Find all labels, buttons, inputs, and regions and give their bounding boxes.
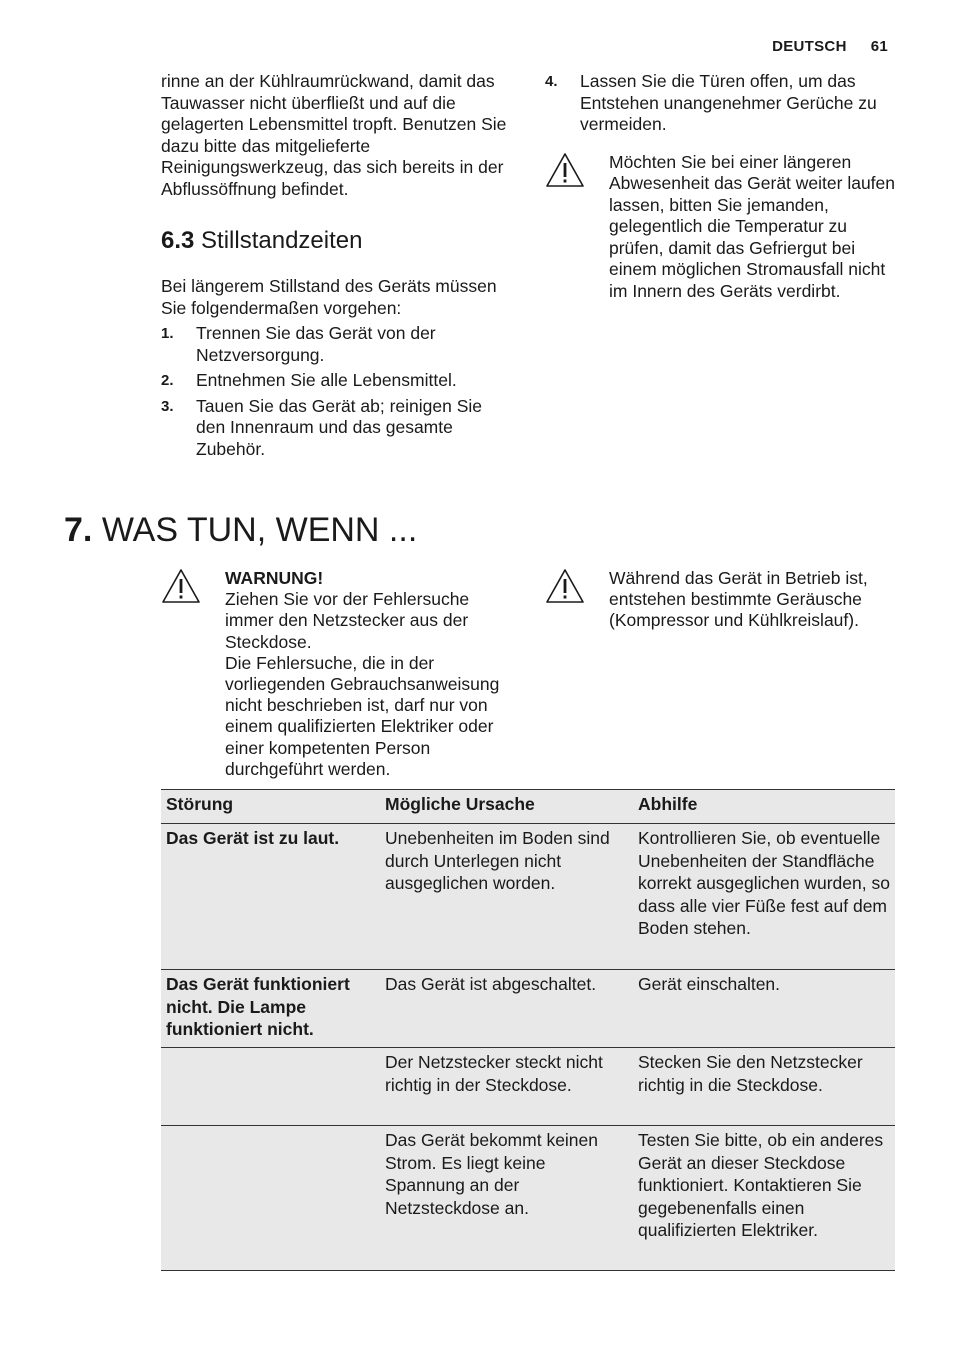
left-column: [161, 71, 513, 464]
table-row: [161, 1126, 895, 1271]
step-text: Lassen Sie die Türen offen, um das Entstehen unangenehmer Gerüche zu vermeiden.: [580, 71, 877, 134]
warning-line-1: Ziehen Sie vor der Fehlersuche immer den Netzstecker aus der Steckdose.: [225, 589, 470, 652]
table-row: [161, 1048, 895, 1126]
cause-cell: Das Gerät bekommt keinen Strom. Es liegt keine Spannung an der Netzsteckdose an.: [380, 1126, 633, 1271]
step-number: 2.: [161, 372, 174, 389]
chapter-heading: WAS TUN, WENN ...: [101, 511, 418, 549]
header-fault: Störung: [161, 790, 380, 824]
noise-note-text: Während das Gerät in Betrieb ist, entstehen bestimmte Geräusche (Kompressor und Kühlkreislauf).: [609, 568, 868, 631]
noise-note-block: [545, 568, 897, 632]
noise-note: [545, 568, 897, 632]
fault-cell: Das Gerät funktioniert nicht. Die Lampe funktioniert nicht.: [161, 970, 380, 1048]
fault-cell: [161, 1048, 380, 1126]
table-header-row: [161, 790, 895, 824]
list-item: [545, 71, 897, 136]
section-heading: [161, 226, 513, 256]
section-title: Stillstandzeiten: [201, 227, 363, 254]
warning-label: WARNUNG!: [225, 568, 324, 588]
step-text: Entnehmen Sie alle Lebensmittel.: [196, 370, 457, 390]
header-remedy: Abhilfe: [633, 790, 895, 824]
step-text: Trennen Sie das Gerät von der Netzversorgung.: [196, 323, 436, 365]
absence-note-text: Möchten Sie bei einer längeren Abwesenheit das Gerät weiter laufen lassen, bitten Sie jemanden, gelegentlich die Temperatur zu prüfen, damit das Gefriergut bei einem möglichen Stromausfall nicht im Innern des Geräts verdirbt.: [609, 151, 895, 301]
warning-triangle-icon: [545, 568, 585, 604]
step-number: 4.: [545, 73, 558, 90]
list-item: [161, 370, 513, 392]
remedy-cell: Gerät einschalten.: [633, 970, 895, 1048]
steps-list: [161, 323, 513, 460]
remedy-cell: Stecken Sie den Netzstecker richtig in die Steckdose.: [633, 1048, 895, 1126]
section-intro: Bei längerem Stillstand des Geräts müssen Sie folgendermaßen vorgehen:: [161, 276, 497, 318]
right-column: [545, 71, 897, 302]
section-number: 6.3: [161, 227, 195, 254]
fault-cell: Das Gerät ist zu laut.: [161, 824, 380, 970]
chapter-title: [64, 508, 417, 552]
steps-list-continued: [545, 71, 897, 136]
header-cause: Mögliche Ursache: [380, 790, 633, 824]
list-item: [161, 396, 513, 461]
cause-cell: Unebenheiten im Boden sind durch Unterlegen nicht ausgeglichen worden.: [380, 824, 633, 970]
page-number: 61: [870, 38, 888, 55]
chapter-number: 7.: [64, 511, 93, 549]
warning-triangle-icon: [545, 152, 585, 188]
step-number: 3.: [161, 397, 174, 415]
absence-note: [545, 152, 897, 303]
remedy-cell: Kontrollieren Sie, ob eventuelle Unebenheiten der Standfläche korrekt ausgeglichen wurden, so dass alle vier Füße fest auf dem Boden stehen.: [633, 824, 895, 970]
table-row: [161, 824, 895, 970]
page-header: [772, 38, 888, 55]
step-number: 1.: [161, 325, 174, 342]
fault-cell: [161, 1126, 380, 1271]
cause-cell: Das Gerät ist abgeschaltet.: [380, 970, 633, 1048]
intro-paragraph: rinne an der Kühlraumrückwand, damit das Tauwasser nicht überfließt und auf die gelagerten Lebensmittel tropft. Benutzen Sie dazu bitte das mitgelieferte Reinigungswerkzeug, das sich bereits in der Abflussöffnung befindet.: [161, 71, 507, 199]
warning-triangle-icon: [161, 568, 201, 604]
warning-line-2: Die Fehlersuche, die in der vorliegenden Gebrauchsanweisung nicht beschrieben ist, darf nur von einem qualifizierten Elektriker oder einer kompetenten Person durchgeführt werden.: [225, 652, 500, 779]
warning-box: [161, 568, 513, 780]
list-item: [161, 323, 513, 366]
cause-cell: Der Netzstecker steckt nicht richtig in der Steckdose.: [380, 1048, 633, 1126]
remedy-cell: Testen Sie bitte, ob ein anderes Gerät an dieser Steckdose funktioniert. Kontaktieren Sie gegebenenfalls einen qualifizierten Elektriker.: [633, 1126, 895, 1271]
warning-block: [161, 568, 513, 780]
troubleshooting-table: [161, 789, 895, 1271]
header-section: DEUTSCH: [772, 38, 847, 55]
step-text: Tauen Sie das Gerät ab; reinigen Sie den Innenraum und das gesamte Zubehör.: [196, 395, 483, 459]
table-row: [161, 970, 895, 1048]
